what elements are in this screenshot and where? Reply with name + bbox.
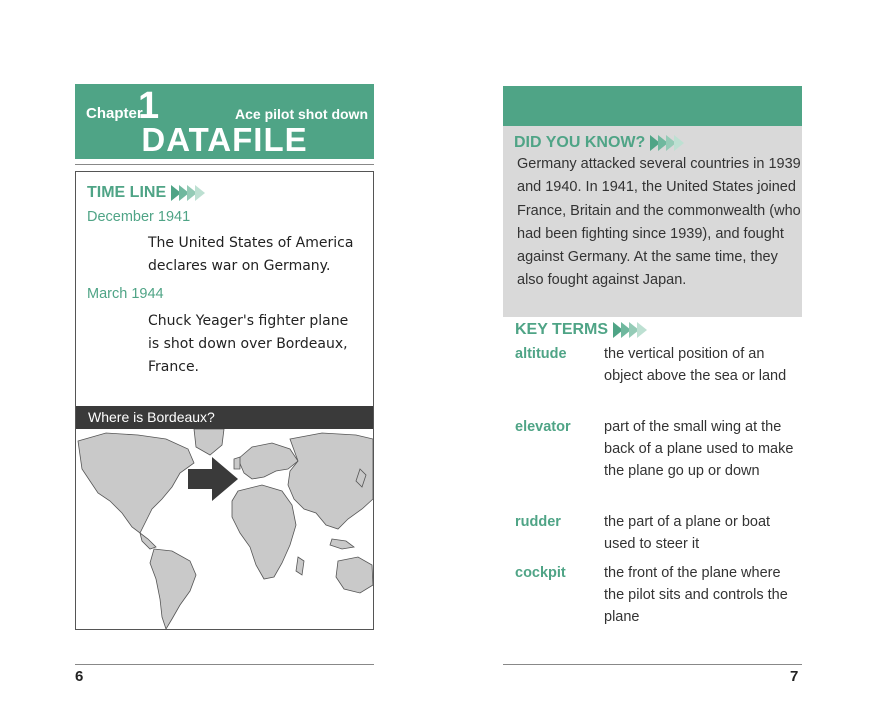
world-map <box>76 429 373 629</box>
page-number: 7 <box>790 668 799 685</box>
chapter-number: 1 <box>138 85 160 127</box>
key-term: elevator <box>515 419 571 435</box>
timeline-text: Chuck Yeager's fighter plane is shot down over Bordeaux, France. <box>148 313 349 375</box>
page-title: DATAFILE <box>141 121 308 158</box>
key-term-definition: the front of the plane where the pilot sits and controls the plane <box>604 565 788 625</box>
chapter-header <box>75 84 374 159</box>
key-terms-label: KEY TERMS <box>515 321 609 338</box>
footer-rule <box>75 664 374 665</box>
timeline-date: December 1941 <box>87 209 191 225</box>
key-term: altitude <box>515 346 567 362</box>
did-you-know-label: DID YOU KNOW? <box>514 134 646 151</box>
did-you-know-text: Germany attacked several countries in 1939 and 1940. In 1941, the United States joined France, Britain and the commonwealth (who had been fighting since 1939), and fought against Germany. At the same time, they also fought against Japan. <box>517 156 801 289</box>
key-term-definition: part of the small wing at the back of a plane used to make the plane go up or down <box>604 419 794 479</box>
timeline-heading <box>87 184 203 202</box>
footer-rule <box>503 664 802 665</box>
key-term: rudder <box>515 514 561 530</box>
timeline-box <box>75 171 374 630</box>
key-terms-heading <box>515 321 645 339</box>
page-number: 6 <box>75 668 84 685</box>
timeline-heading-label: TIME LINE <box>87 184 167 201</box>
did-you-know-box <box>503 126 802 317</box>
arrows-icon <box>613 322 645 338</box>
world-map-image <box>76 429 373 629</box>
timeline-text: The United States of America declares war on Germany. <box>148 235 354 274</box>
arrows-icon <box>171 185 203 201</box>
divider <box>75 164 374 165</box>
did-you-know-heading <box>514 134 682 152</box>
key-term-definition: the part of a plane or boat used to steer it <box>604 514 771 552</box>
chapter-subtitle: Ace pilot shot down <box>235 106 368 122</box>
timeline-date: March 1944 <box>87 286 164 302</box>
arrows-icon <box>650 135 682 151</box>
header-bar <box>503 86 802 126</box>
chapter-label: Chapter <box>86 105 143 122</box>
key-term-definition: the vertical position of an object above the sea or land <box>604 346 787 384</box>
map-caption: Where is Bordeaux? <box>76 406 373 429</box>
key-term: cockpit <box>515 565 566 581</box>
